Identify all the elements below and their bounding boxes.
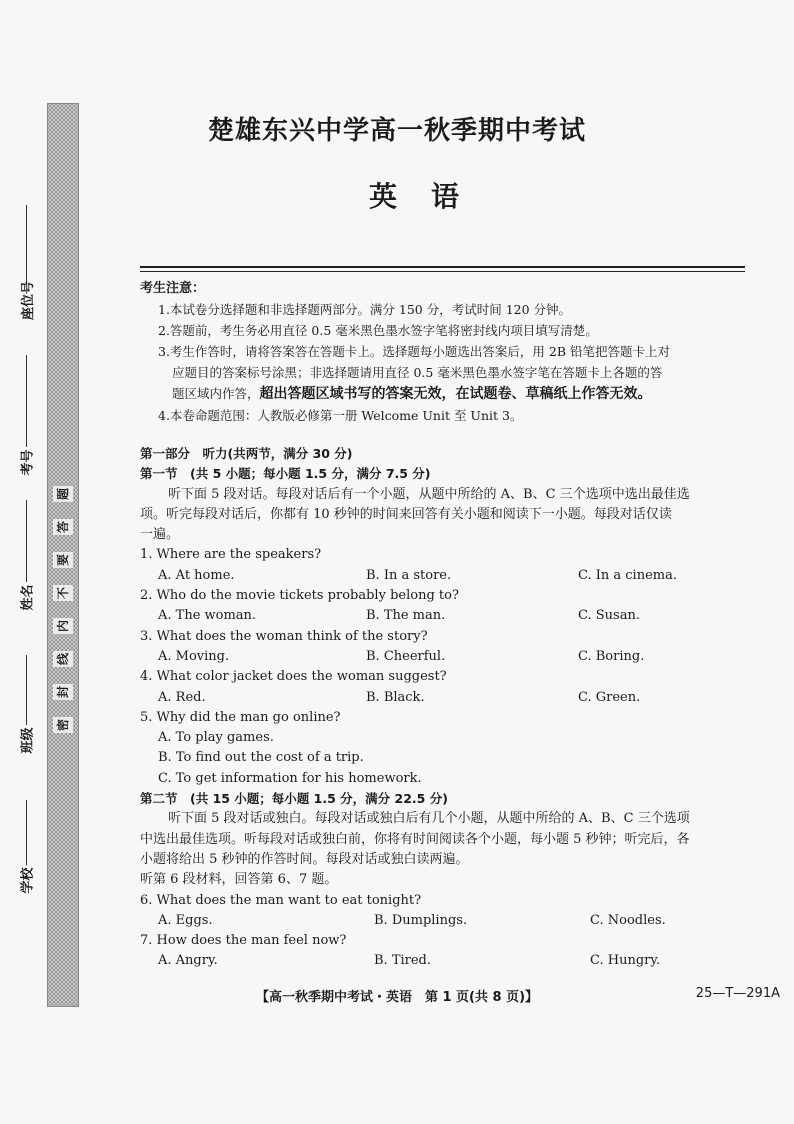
seal-char: 密 <box>53 717 73 733</box>
exam-title: 楚雄东兴中学高一秋季期中考试 <box>207 116 586 146</box>
notice-text: 题区域内作答， <box>172 386 260 401</box>
seal-char: 要 <box>53 552 73 568</box>
exam-number-field <box>14 355 38 476</box>
section-title: 第一节 (共 5 小题；每小题 1.5 分，满分 7.5 分) <box>140 466 431 482</box>
options-row <box>140 688 760 708</box>
option-b: B. The man. <box>366 608 446 624</box>
exam-number-label: 考号 <box>20 449 36 476</box>
notice-emphasis: 超出答题区域书写的答案无效，在试题卷、草稿纸上作答无效。 <box>259 386 652 402</box>
option-c: C. In a cinema. <box>578 567 677 583</box>
option-c: C. Hungry. <box>590 953 661 969</box>
option-c: C. To get information for his homework. <box>158 770 422 786</box>
options-row <box>140 566 760 586</box>
question: 7. How does the man feel now? <box>140 933 347 949</box>
option-b: B. To find out the cost of a trip. <box>158 750 364 766</box>
blank-line <box>26 205 27 285</box>
seal-char: 线 <box>53 651 73 667</box>
question: 2. Who do the movie tickets probably belong to? <box>140 588 459 604</box>
instruction-line: 项。听完每段对话后，你都有 10 秒钟的时间来回答有关小题和阅读下一小题。每段对话仅读 <box>140 506 672 522</box>
seal-char: 不 <box>53 585 73 601</box>
name-field <box>14 500 38 611</box>
option-c: C. Noodles. <box>590 912 666 928</box>
subject-title: 英语 <box>368 180 493 213</box>
blank-line <box>26 800 27 865</box>
exam-body <box>140 444 760 972</box>
instruction-line: 一遍。 <box>140 527 180 543</box>
seat-number-label: 座位号 <box>20 280 36 321</box>
option-b: B. Black. <box>366 689 425 705</box>
school-label: 学校 <box>20 867 36 894</box>
options-row <box>140 647 760 667</box>
option-b: B. Cheerful. <box>366 648 446 664</box>
seal-char: 内 <box>53 618 73 634</box>
school-field <box>14 800 38 894</box>
notice-item: 2.答题前，考生务必用直径 0.5 毫米黑色墨水签字笔将密封线内项目填写清楚。 <box>158 323 598 338</box>
blank-line <box>26 355 27 447</box>
seal-line-text <box>48 484 78 735</box>
seal-char: 题 <box>53 486 73 502</box>
option-a: A. Moving. <box>158 648 230 664</box>
name-label: 姓名 <box>20 584 36 611</box>
class-field <box>14 655 38 754</box>
question: 3. What does the woman think of the story? <box>140 628 428 644</box>
option-c: C. Green. <box>578 689 641 705</box>
blank-line <box>26 655 27 725</box>
divider <box>140 266 745 268</box>
seat-number-field <box>14 205 38 321</box>
notice-item: 1.本试卷分选择题和非选择题两部分。满分 150 分，考试时间 120 分钟。 <box>158 302 572 317</box>
binding-strip <box>47 103 79 1007</box>
option-a: A. Eggs. <box>158 912 213 928</box>
option-a: A. The woman. <box>158 608 257 624</box>
option-c: C. Susan. <box>578 608 640 624</box>
options-row <box>140 606 760 626</box>
divider <box>140 271 745 272</box>
instruction-line: 小题将给出 5 秒钟的作答时间。每段对话或独白读两遍。 <box>140 851 469 867</box>
options-row <box>140 911 760 931</box>
instruction-line: 中选出最佳选项。听每段对话或独白前，你将有时间阅读各个小题，每小题 5 秒钟；听完后，各 <box>140 831 690 847</box>
notice-item-continued <box>140 383 760 405</box>
option-a: A. To play games. <box>158 730 274 746</box>
question: 4. What color jacket does the woman suggest? <box>140 669 447 685</box>
option-c: C. Boring. <box>578 648 645 664</box>
instruction-line: 听下面 5 段对话。每段对话后有一个小题，从题中所给的 A、B、C 三个选项中选出最佳选 <box>168 486 690 502</box>
seal-char: 答 <box>53 519 73 535</box>
part-title: 第一部分 听力(共两节，满分 30 分) <box>140 446 353 461</box>
notice-box <box>140 278 760 426</box>
question: 6. What does the man want to eat tonight? <box>140 892 422 908</box>
notice-item-continued: 应题目的答案标号涂黑；非选择题请用直径 0.5 毫米黑色墨水签字笔在答题卡上各题的答 <box>172 365 663 380</box>
paper-code: 25—T—291A <box>695 986 780 1001</box>
option-a: A. Angry. <box>158 953 218 969</box>
option-b: B. Dumplings. <box>374 912 468 928</box>
seal-char: 封 <box>53 684 73 700</box>
question: 5. Why did the man go online? <box>140 709 341 725</box>
material-note: 听第 6 段材料，回答第 6、7 题。 <box>140 872 338 888</box>
option-a: A. At home. <box>158 567 235 583</box>
question: 1. Where are the speakers? <box>140 547 322 563</box>
option-b: B. Tired. <box>374 953 432 969</box>
section-title: 第二节 (共 15 小题；每小题 1.5 分，满分 22.5 分) <box>140 791 448 807</box>
blank-line <box>26 500 27 582</box>
page-footer: 【高一秋季期中考试・英语 第 1 页(共 8 页)】 <box>255 990 539 1005</box>
notice-item: 3.考生作答时，请将答案答在答题卡上。选择题每小题选出答案后，用 2B 铅笔把答题卡上对 <box>158 344 671 359</box>
instruction-line: 听下面 5 段对话或独白。每段对话或独白后有几个小题，从题中所给的 A、B、C 三个选项 <box>168 811 690 827</box>
notice-heading: 考生注意： <box>140 281 206 296</box>
class-label: 班级 <box>20 727 36 754</box>
notice-item: 4.本卷命题范围：人教版必修第一册 Welcome Unit 至 Unit 3。 <box>158 408 523 423</box>
option-b: B. In a store. <box>366 567 452 583</box>
option-a: A. Red. <box>158 689 206 705</box>
options-row <box>140 951 760 971</box>
